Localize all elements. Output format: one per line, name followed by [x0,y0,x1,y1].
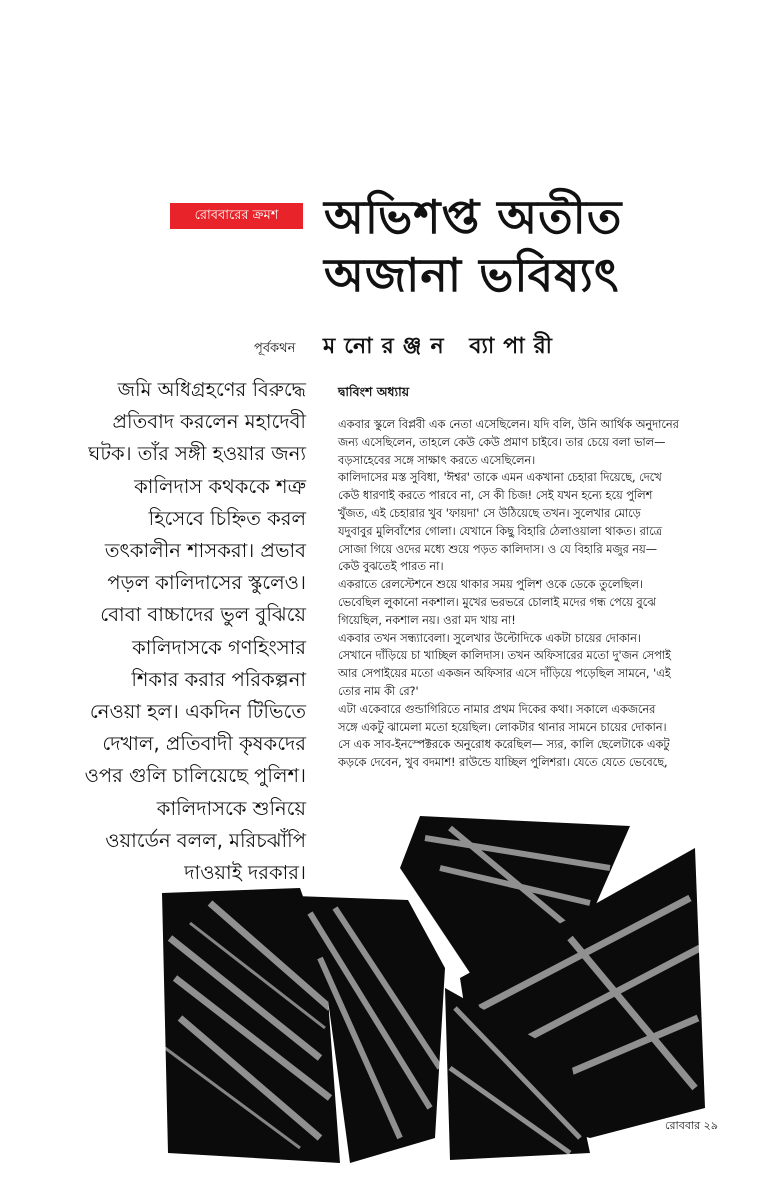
body-line: গিয়েছিল, নকশাল নয়। ওরা মদ খায় না! [338,613,516,627]
brush-stroke-illustration [150,808,710,1168]
summary-line: প্রতিবাদ করলেন মহাদেবী [112,410,306,434]
body-line: ভেবেছিল লুকানো নকশাল। মুখের ভরভরে চোলাই মদের গন্ধ পেয়ে বুঝে [338,595,656,609]
body-line: কেউ বুঝতেই পারত না। [338,560,444,574]
body-line: কড়কে দেবেন, খুব বদমাশ! রাউন্ডে যাচ্ছিল পুলিশরা। যেতে যেতে ভেবেছে, [338,756,668,770]
preface-label: পূর্বকথন [254,341,296,356]
body-line: একবার তখন সন্ধ্যাবেলা। সুলেখার উল্টোদিকে একটা চায়ের দোকান। [338,631,641,645]
body-line: আর সেপাইয়ের মতো একজন অফিসার এসে দাঁড়িয়ে পড়েছিল সামনে, 'এই [338,667,671,681]
body-line: সোজা গিয়ে ওদের মধ্যে শুয়ে পড়ত কালিদাস। ও যে বিহারি মজুর নয়— [338,542,658,556]
body-line: বড়সাহেবের সঙ্গে সাক্ষাৎ করতে এসেছিলেন। [338,453,536,467]
summary-line: দেখাল, প্রতিবাদী কৃষকদের [102,732,306,756]
body-line: এটা একেবারে গুন্ডাগিরিতে নামার প্রথম দিকের কথা। সকালে একজনের [338,702,656,716]
summary-line: ওয়ার্ডেন বলল, মরিচঝাঁপি [105,828,306,852]
summary-line: কালিদাস কথককে শত্রু [134,474,306,498]
body-line: সঙ্গে একটু ঝামেলা মতো হয়েছিল। লোকটার থানার সামনে চায়ের দোকান। [338,720,667,734]
page-folio: রোববার ২৯ [665,1119,718,1132]
summary-line: ওপর গুলি চালিয়েছে পুলিশ। [84,764,306,788]
article-body [338,416,748,772]
body-line: একবার স্কুলে বিপ্লবী এক নেতা এসেছিলেন। যদি বলি, উনি আর্থিক অনুদানের [338,418,679,431]
body-line: তোর নাম কী রে?' [338,684,419,698]
body-line: জন্য এসেছিলেন, তাহলে কেউ কেউ প্রমাণ চাইবে। তার চেয়ে বলা ভাল— [338,435,666,449]
series-badge: রোববারের ক্রমশ [170,203,303,229]
body-line: যদুবাবুর মুলিবাঁশের গোলা। যেখানে কিছু বিহারি ঠেলাওয়ালা থাকত। রাত্রে [338,524,662,538]
body-line: সে এক সাব-ইনস্পেক্টরকে অনুরোধ করেছিল— স্যর, কালি ছেলেটাকে একটু [338,738,670,752]
headline-line-2: অজানা ভবিষ্যৎ [324,248,620,302]
body-line: খুঁজত, এই চেহারার খুব 'ফায়দা' সে উঠিয়েছে তখন। সুলেখার মোড়ে [338,506,641,520]
body-line: একরাতে রেলস্টেশনে শুয়ে থাকার সময় পুলিশ ওকে ডেকে তুলেছিল। [338,578,644,592]
headline-line-1: অভিশপ্ত অতীত [324,190,623,244]
chapter-heading: দ্বাবিংশ অধ্যায় [338,384,410,399]
summary-line: দাওয়াই দরকার। [184,861,306,885]
summary-line: শিকার করার পরিকল্পনা [131,667,306,691]
headline [324,188,622,304]
body-line: সেখানে দাঁড়িয়ে চা খাচ্ছিল কালিদাস। তখন অফিসারের মতো দু'জন সেপাই [338,649,671,663]
summary-line: তৎকালীন শাসকরা। প্রভাব [104,539,306,563]
summary-line: কালিদাসকে শুনিয়ে [156,796,306,820]
summary-line: হিসেবে চিহ্নিত করল [148,506,306,530]
summary-line: জমি অধিগ্রহণের বিরুদ্ধে [117,378,306,401]
summary-line: কালিদাসকে গণহিংসার [132,635,306,659]
body-line: কালিদাসের মস্ত সুবিধা, 'ঈশ্বর' তাকে এমন একখানা চেহারা দিয়েছে, দেখে [338,471,662,485]
body-line: কেউ ধারণাই করতে পারবে না, সে কী চিজ! সেই যখন হন্যে হয়ে পুলিশ [338,489,653,503]
summary-line: বোবা বাচ্চাদের ভুল বুঝিয়ে [100,603,306,627]
summary-line: ঘটক। তাঁর সঙ্গী হওয়ার জন্য [88,442,306,466]
author-byline: মনোরঞ্জন ব্যাপারী [323,334,561,359]
summary-line: নেওয়া হল। একদিন টিভিতে [89,700,306,724]
summary-line: পড়ল কালিদাসের স্কুলেও। [107,571,306,595]
